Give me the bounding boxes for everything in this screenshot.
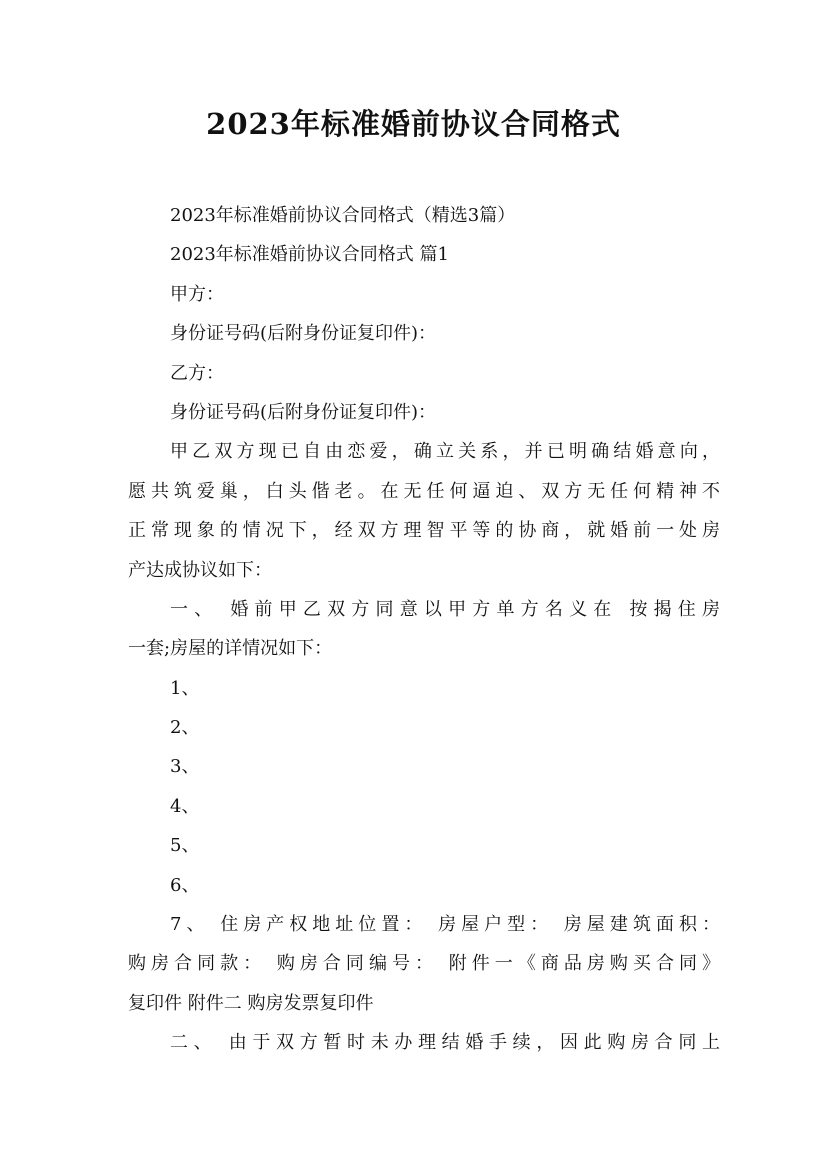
list-item: 5、 <box>170 835 200 857</box>
paragraph-line: 二、 由于双方暂时未办理结婚手续，因此购房合同上 <box>170 1032 720 1054</box>
list-item: 1、 <box>170 677 200 699</box>
document-title: 2023年标准婚前协议合同格式 <box>206 107 621 141</box>
paragraph-line: 2023年标准婚前协议合同格式（精选3篇） <box>170 205 516 226</box>
list-item: 4、 <box>170 795 200 817</box>
paragraph-line: 愿共筑爱巢，白头偕老。在无任何逼迫、双方无任何精神不 <box>128 480 720 502</box>
paragraph-line: 身份证号码(后附身份证复印件)： <box>170 401 437 423</box>
paragraph-line: 甲方： <box>170 283 224 305</box>
document-body <box>128 196 720 1063</box>
paragraph-line: 购房合同款： 购房合同编号： 附件一《商品房购买合同》 <box>128 953 720 975</box>
paragraph-line: 身份证号码(后附身份证复印件)： <box>170 323 437 345</box>
list-item: 3、 <box>170 756 200 778</box>
paragraph-line: 甲乙双方现已自由恋爱，确立关系，并已明确结婚意向， <box>170 441 720 463</box>
paragraph-line: 正常现象的情况下，经双方理智平等的协商，就婚前一处房 <box>128 520 720 542</box>
list-item: 2、 <box>170 717 200 739</box>
paragraph-line: 一、 婚前甲乙双方同意以甲方单方名义在 按揭住房 <box>170 598 720 620</box>
paragraph-line: 一套;房屋的详情况如下： <box>128 638 333 660</box>
paragraph-line: 产达成协议如下： <box>128 559 272 581</box>
paragraph-line: 复印件 附件二 购房发票复印件 <box>128 992 374 1014</box>
paragraph-line: 2023年标准婚前协议合同格式 篇1 <box>170 244 449 266</box>
list-item: 6、 <box>170 874 200 896</box>
paragraph-line: 7、 住房产权地址位置： 房屋户型： 房屋建筑面积： <box>170 914 720 936</box>
paragraph-line: 乙方： <box>170 362 224 384</box>
